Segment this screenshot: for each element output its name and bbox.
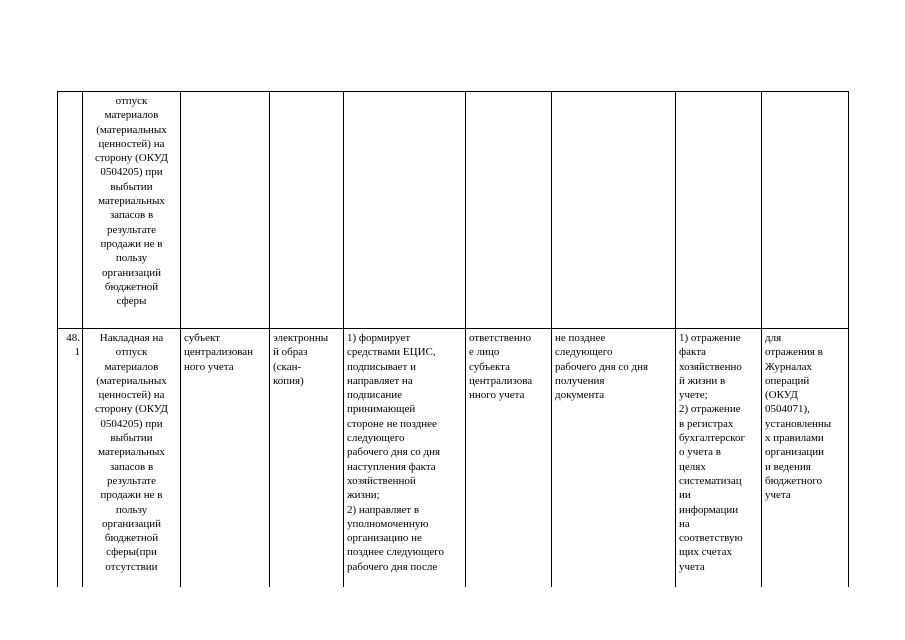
row-number-cell xyxy=(58,92,83,329)
table-row xyxy=(58,92,849,329)
row-number-cell: 48. 1 xyxy=(58,329,83,588)
originator-cell xyxy=(181,92,270,329)
responsible-cell: ответственно е лицо субъекта централизова нного учета xyxy=(466,329,552,588)
registers-cell: для отражения в Журналах операций (ОКУД 0504071), установленны х правилами организации и ведения бюджетного учета xyxy=(762,329,849,588)
responsible-cell xyxy=(466,92,552,329)
form-cell: электронны й образ (скан- копия) xyxy=(270,329,344,588)
purpose-cell: 1) отражение факта хозяйственно й жизни в учете; 2) отражение в регистрах бухгалтерског о учета в целях систематизац ии информации на соответствую щих счетах учета xyxy=(676,329,762,588)
deadline-cell xyxy=(552,92,676,329)
procedure-cell xyxy=(344,92,466,329)
table-row xyxy=(58,329,849,588)
regulation-table xyxy=(57,91,849,587)
document-name-cell: Накладная на отпуск материалов (материальных ценностей) на сторону (ОКУД 0504205) при выбытии материальных запасов в результате продажи не в пользу организаций бюджетной сферы(при отсутствии xyxy=(83,329,181,588)
procedure-cell: 1) формирует средствами ЕЦИС, подписывает и направляет на подписание принимающей стороне не позднее следующего рабочего дня со дня наступления факта хозяйственной жизни; 2) направляет в уполномоченную организацию не позднее следующего рабочего дня после xyxy=(344,329,466,588)
purpose-cell xyxy=(676,92,762,329)
document-name-cell: отпуск материалов (материальных ценностей) на сторону (ОКУД 0504205) при выбытии материальных запасов в результате продажи не в пользу организаций бюджетной сферы xyxy=(83,92,181,329)
deadline-cell: не позднее следующего рабочего дня со дня получения документа xyxy=(552,329,676,588)
form-cell xyxy=(270,92,344,329)
registers-cell xyxy=(762,92,849,329)
originator-cell: субъект централизован ного учета xyxy=(181,329,270,588)
